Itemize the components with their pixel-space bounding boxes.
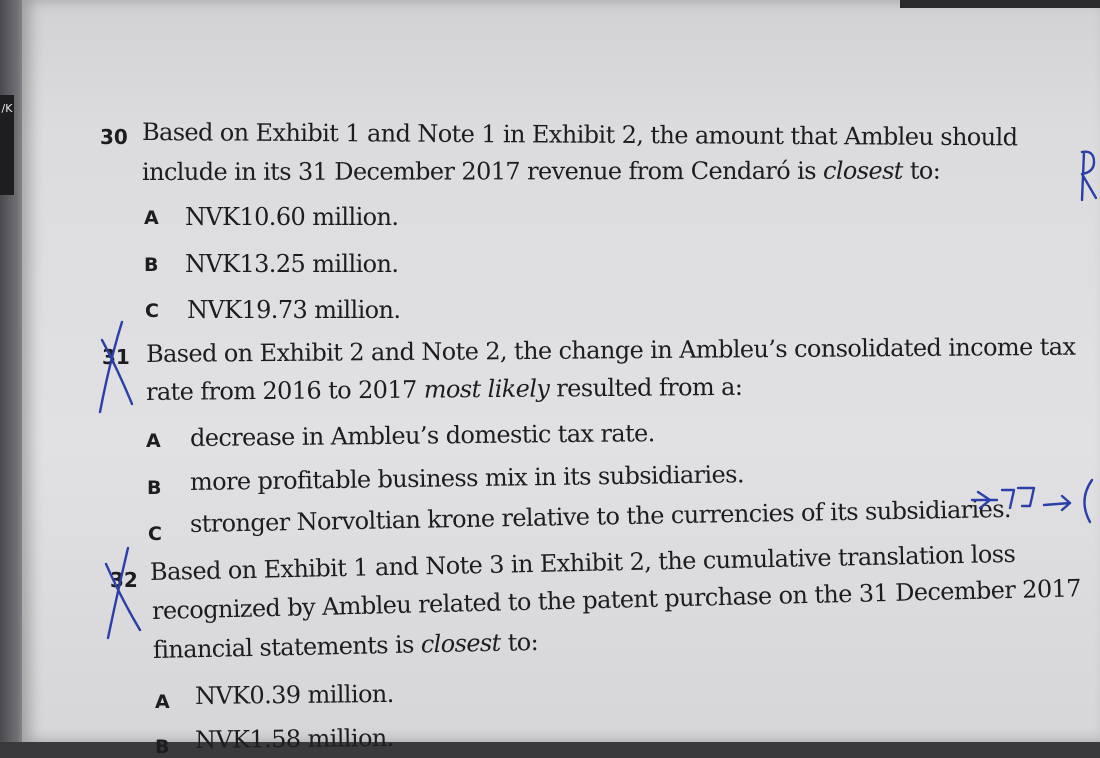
question-text-line: Based on Exhibit 2 and Note 2, the change in Ambleu’s consolidated income tax: [145, 332, 1076, 368]
question-text-line: include in its 31 December 2017 revenue from Cendaró is closest to:: [141, 156, 941, 186]
option-text: more profitable business mix in its subsidiaries.: [189, 460, 745, 496]
book-page: [22, 0, 1100, 758]
handwriting-overlay: [22, 0, 1100, 742]
question-text-line: recognized by Ambleu related to the patent purchase on the 31 December 2017: [151, 574, 1082, 625]
option-letter: B: [144, 254, 159, 276]
adjacent-page-tab: [0, 95, 14, 195]
option-text: NVK19.73 million.: [187, 296, 401, 324]
parenthesis-icon: [1084, 480, 1092, 522]
option-text: stronger Norvoltian krone relative to the currencies of its subsidiaries.: [189, 494, 1012, 538]
option-letter: B: [147, 477, 162, 499]
wrong-mark-x-icon: [106, 548, 140, 638]
option-letter: A: [155, 691, 170, 713]
option-text: decrease in Ambleu’s domestic tax rate.: [189, 419, 655, 452]
question-number: 32: [110, 568, 138, 592]
arrow-icon: [1044, 496, 1070, 510]
option-letter: C: [145, 300, 159, 322]
option-text: NVK1.58 million.: [194, 723, 394, 754]
question-number: 30: [100, 125, 128, 149]
option-letter: A: [146, 430, 161, 452]
option-letter: B: [155, 736, 170, 758]
option-letter: C: [148, 523, 162, 545]
question-text-line: rate from 2016 to 2017 most likely resulted from a:: [145, 372, 743, 406]
question-number: 31: [102, 345, 130, 369]
option-text: NVK0.39 million.: [194, 679, 394, 710]
question-text-line: Based on Exhibit 1 and Note 3 in Exhibit 2, the cumulative translation loss: [149, 539, 1016, 586]
answer-mark-r-icon: [1082, 152, 1096, 200]
option-text: NVK13.25 million.: [185, 250, 399, 278]
option-letter: A: [144, 207, 159, 229]
question-text-line: financial statements is closest to:: [152, 627, 539, 664]
spine-label: /K: [1, 102, 13, 115]
question-text-line: Based on Exhibit 1 and Note 1 in Exhibit 2, the amount that Ambleu should: [141, 118, 1018, 152]
option-text: NVK10.60 million.: [185, 203, 399, 231]
